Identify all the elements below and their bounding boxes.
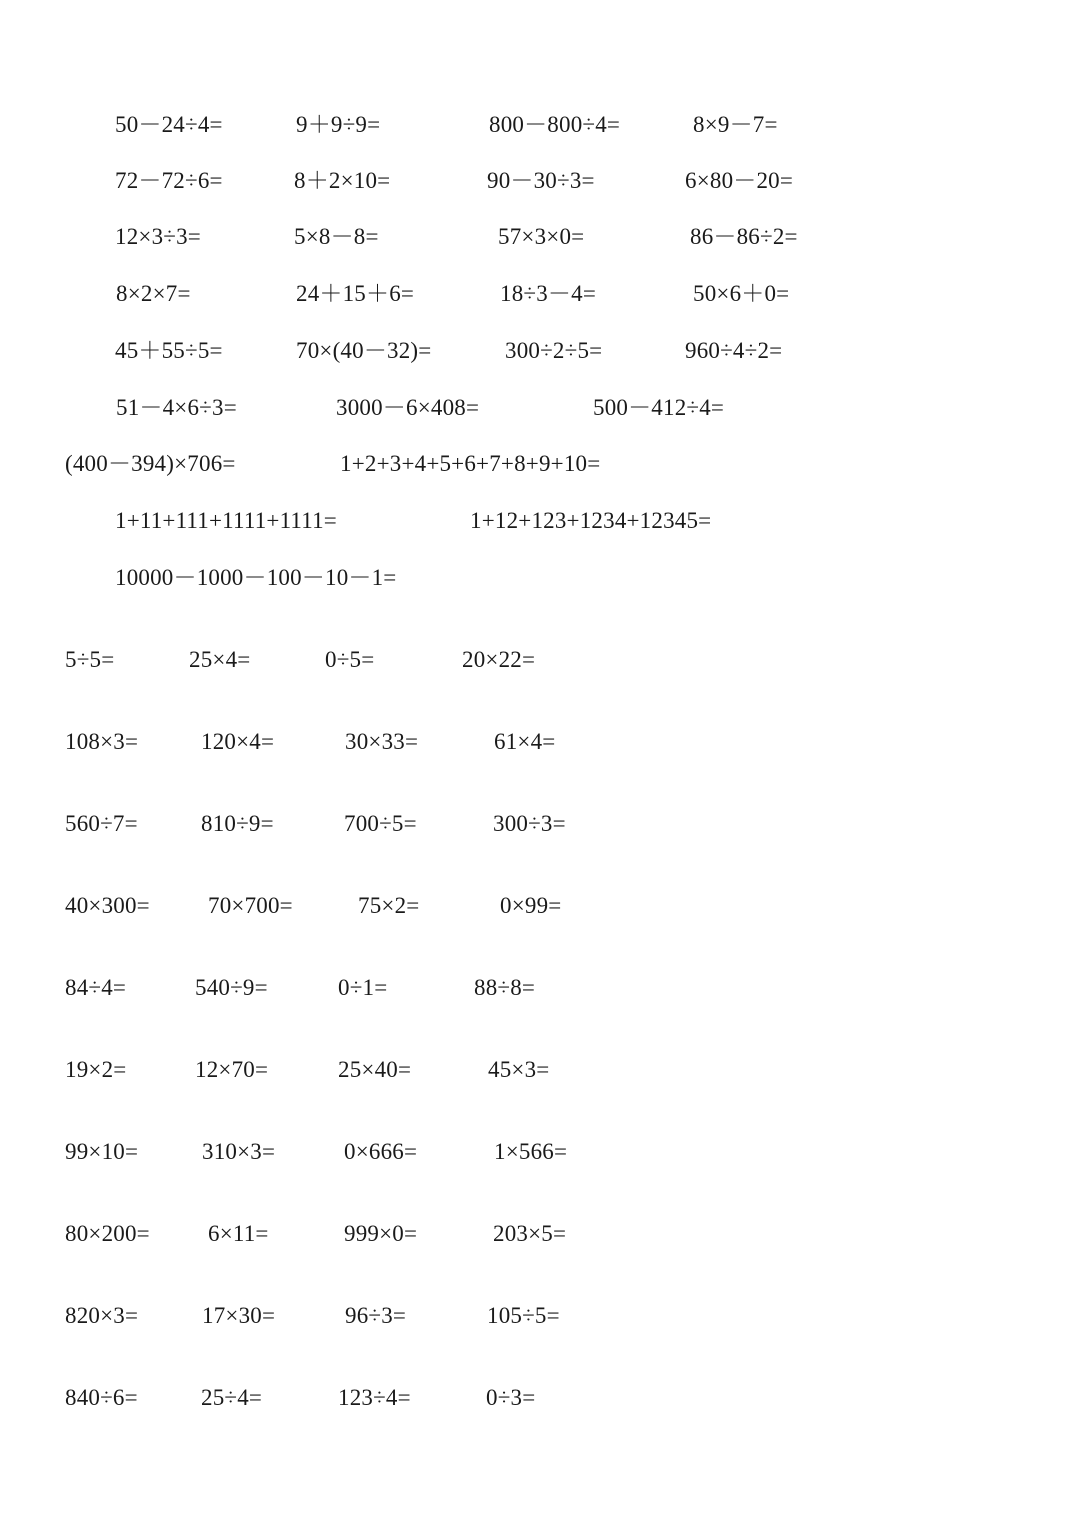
- problem-row: [0, 722, 1080, 762]
- math-problem: 1+2+3+4+5+6+7+8+9+10=: [340, 451, 601, 476]
- math-problem: 9＋9÷9=: [296, 112, 381, 137]
- math-problem: 70×700=: [208, 893, 293, 918]
- math-problem: 75×2=: [358, 893, 420, 918]
- math-problem: 1+11+111+1111+1111=: [115, 508, 337, 533]
- math-problem: 12×3÷3=: [115, 224, 201, 249]
- math-problem: 999×0=: [344, 1221, 418, 1246]
- math-problem: 3000－6×408=: [336, 395, 480, 420]
- math-problem: 300÷2÷5=: [505, 338, 603, 363]
- math-problem: 8×9－7=: [693, 112, 778, 137]
- math-problem: 8×2×7=: [116, 281, 191, 306]
- problem-row: [0, 886, 1080, 926]
- math-problem: 6×11=: [208, 1221, 269, 1246]
- problem-row: [0, 161, 1080, 201]
- math-problem: 5÷5=: [65, 647, 115, 672]
- math-problem: 90－30÷3=: [487, 168, 595, 193]
- math-problem: 8＋2×10=: [294, 168, 391, 193]
- math-problem: 45×3=: [488, 1057, 550, 1082]
- math-problem: 1+12+123+1234+12345=: [470, 508, 712, 533]
- math-problem: 61×4=: [494, 729, 556, 754]
- math-problem: 96÷3=: [345, 1303, 407, 1328]
- problem-row: [0, 1050, 1080, 1090]
- math-problem: 25÷4=: [201, 1385, 263, 1410]
- math-problem: 700÷5=: [344, 811, 417, 836]
- math-problem: 99×10=: [65, 1139, 139, 1164]
- problem-row: [0, 1296, 1080, 1336]
- math-problem: 88÷8=: [474, 975, 536, 1000]
- math-problem: 0×99=: [500, 893, 562, 918]
- math-problem: 45＋55÷5=: [115, 338, 223, 363]
- math-problem: 840÷6=: [65, 1385, 138, 1410]
- math-problem: 123÷4=: [338, 1385, 411, 1410]
- math-problem: 84÷4=: [65, 975, 127, 1000]
- math-problem: 800－800÷4=: [489, 112, 621, 137]
- math-problem: 12×70=: [195, 1057, 269, 1082]
- math-problem: 120×4=: [201, 729, 275, 754]
- math-problem: 80×200=: [65, 1221, 150, 1246]
- problem-row: [0, 804, 1080, 844]
- math-problem: 540÷9=: [195, 975, 268, 1000]
- math-problem: 25×40=: [338, 1057, 412, 1082]
- math-problem: 10000－1000－100－10－1=: [115, 565, 397, 590]
- problem-row: [0, 274, 1080, 314]
- math-problem: 203×5=: [493, 1221, 567, 1246]
- math-problem: 0÷5=: [325, 647, 375, 672]
- math-problem: 1×566=: [494, 1139, 568, 1164]
- math-problem: 300÷3=: [493, 811, 566, 836]
- math-problem: 17×30=: [202, 1303, 276, 1328]
- problem-row: [0, 1132, 1080, 1172]
- math-problem: 30×33=: [345, 729, 419, 754]
- math-problem: 86－86÷2=: [690, 224, 798, 249]
- math-problem: 19×2=: [65, 1057, 127, 1082]
- problem-row: [0, 558, 1080, 598]
- math-problem: 0÷1=: [338, 975, 388, 1000]
- math-problem: 560÷7=: [65, 811, 138, 836]
- problem-row: [0, 501, 1080, 541]
- math-problem: 820×3=: [65, 1303, 139, 1328]
- math-problem: 51－4×6÷3=: [116, 395, 237, 420]
- problem-row: [0, 331, 1080, 371]
- problem-row: [0, 1378, 1080, 1418]
- math-problem: 108×3=: [65, 729, 139, 754]
- problem-row: [0, 217, 1080, 257]
- problem-row: [0, 444, 1080, 484]
- math-problem: 57×3×0=: [498, 224, 585, 249]
- problem-row: [0, 388, 1080, 428]
- math-problem: 70×(40－32)=: [296, 338, 432, 363]
- math-problem: 18÷3－4=: [500, 281, 596, 306]
- math-problem: (400－394)×706=: [65, 451, 236, 476]
- math-problem: 105÷5=: [487, 1303, 560, 1328]
- math-problem: 810÷9=: [201, 811, 274, 836]
- math-problem: 50－24÷4=: [115, 112, 223, 137]
- math-problem: 0×666=: [344, 1139, 418, 1164]
- math-problem: 20×22=: [462, 647, 536, 672]
- math-problem: 72－72÷6=: [115, 168, 223, 193]
- problem-row: [0, 640, 1080, 680]
- math-problem: 960÷4÷2=: [685, 338, 783, 363]
- problem-row: [0, 1214, 1080, 1254]
- math-problem: 500－412÷4=: [593, 395, 725, 420]
- math-problem: 50×6＋0=: [693, 281, 790, 306]
- math-problem: 25×4=: [189, 647, 251, 672]
- math-problem: 0÷3=: [486, 1385, 536, 1410]
- math-problem: 310×3=: [202, 1139, 276, 1164]
- math-problem: 40×300=: [65, 893, 150, 918]
- problem-row: [0, 968, 1080, 1008]
- math-problem: 24＋15＋6=: [296, 281, 415, 306]
- problem-row: [0, 105, 1080, 145]
- math-problem: 5×8－8=: [294, 224, 379, 249]
- math-problem: 6×80－20=: [685, 168, 794, 193]
